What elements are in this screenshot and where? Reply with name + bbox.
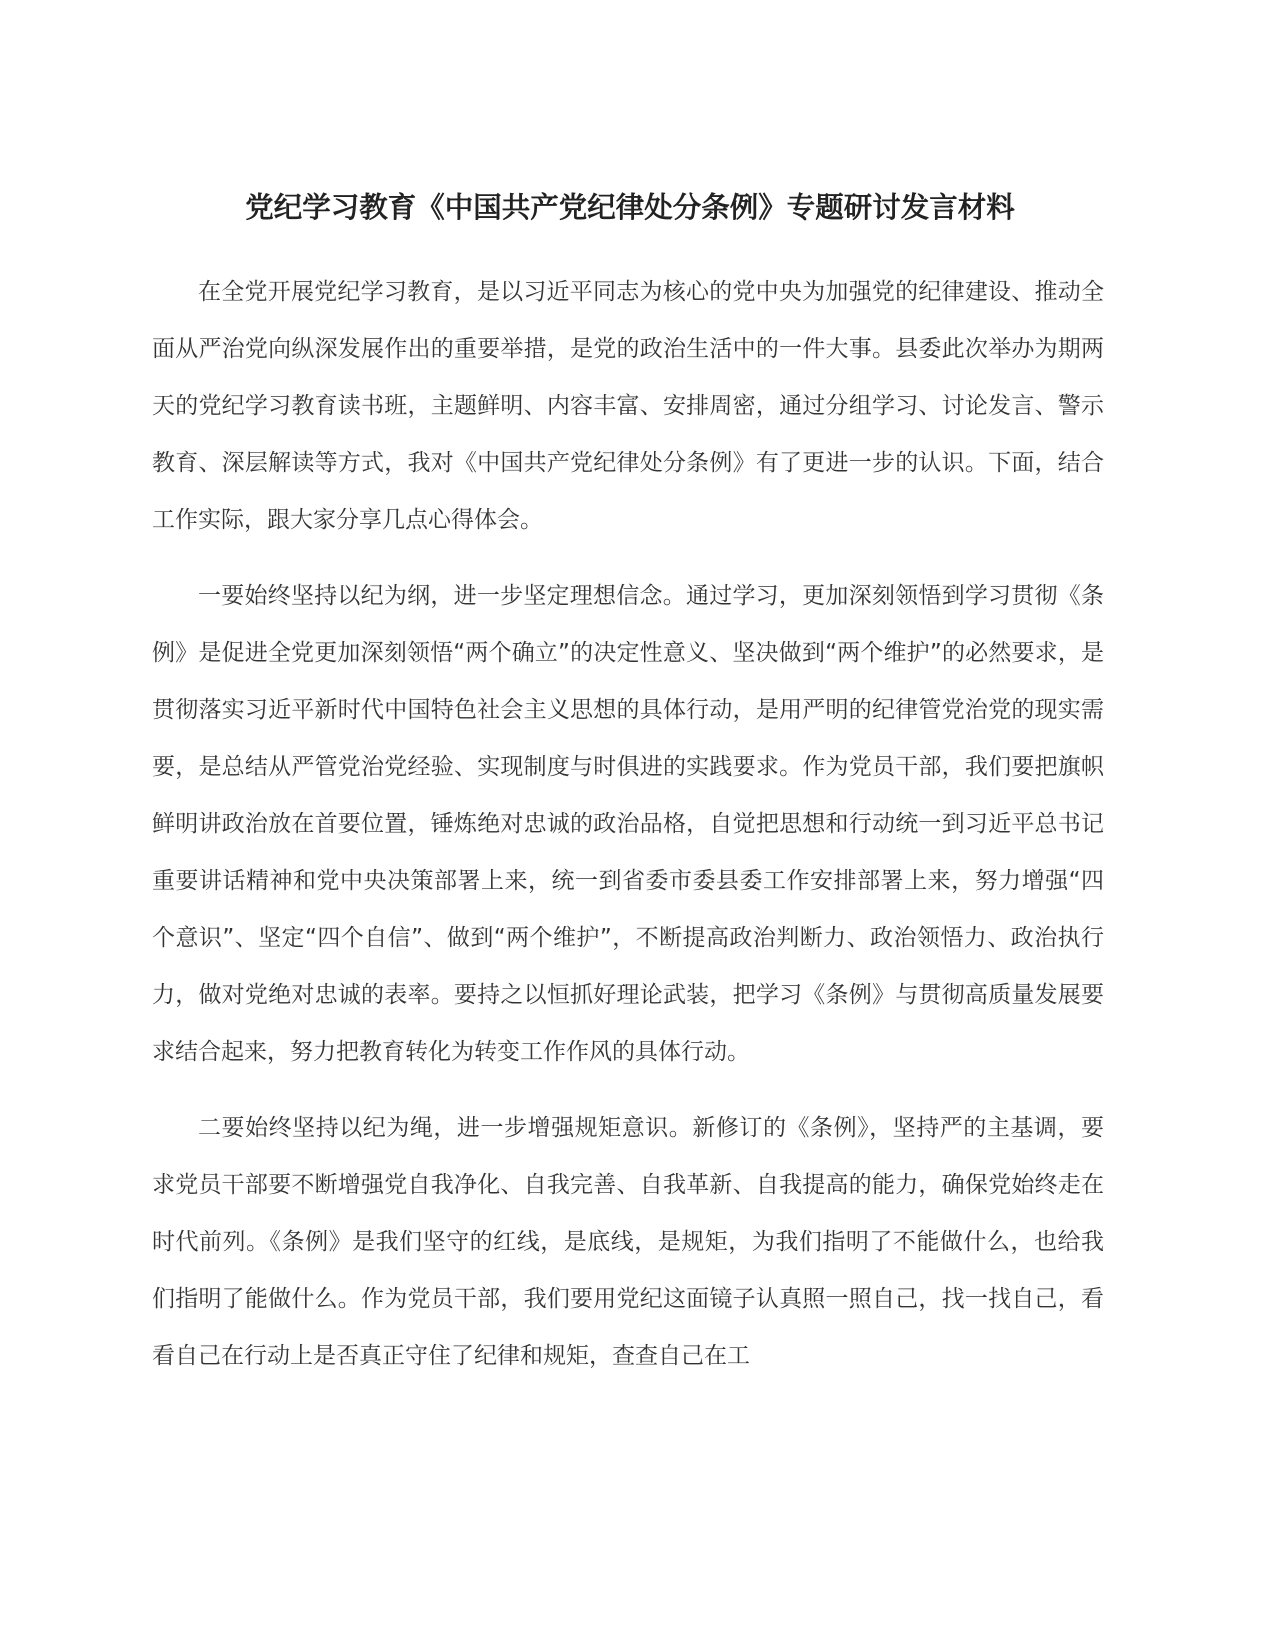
paragraph-introduction: 在全党开展党纪学习教育，是以习近平同志为核心的党中央为加强党的纪律建设、推动全面从严治党向纵深发展作出的重要举措，是党的政治生活中的一件大事。县委此次举办为期两天的党纪学习教育读书班，主题鲜明、内容丰富、安排周密，通过分组学习、讨论发言、警示教育、深层解读等方式，我对《中国共产党纪律处分条例》有了更进一步的认识。下面，结合工作实际，跟大家分享几点心得体会。 xyxy=(152,279,1104,533)
document-body xyxy=(152,264,1104,1385)
paragraph-point-one: 一要始终坚持以纪为纲，进一步坚定理想信念。通过学习，更加深刻领悟到学习贯彻《条例》是促进全党更加深刻领悟“两个确立”的决定性意义、坚决做到“两个维护”的必然要求，是贯彻落实习近平新时代中国特色社会主义思想的具体行动，是用严明的纪律管党治党的现实需要，是总结从严管党治党经验、实现制度与时俱进的实践要求。作为党员干部，我们要把旗帜鲜明讲政治放在首要位置，锤炼绝对忠诚的政治品格，自觉把思想和行动统一到习近平总书记重要讲话精神和党中央决策部署上来，统一到省委市委县委工作安排部署上来，努力增强“四个意识”、坚定“四个自信”、做到“两个维护”，不断提高政治判断力、政治领悟力、政治执行力，做对党绝对忠诚的表率。要持之以恒抓好理论武装，把学习《条例》与贯彻高质量发展要求结合起来，努力把教育转化为转变工作作风的具体行动。 xyxy=(152,583,1104,1065)
document-title: 党纪学习教育《中国共产党纪律处分条例》专题研讨发言材料 xyxy=(245,191,1015,224)
paragraph-point-two: 二要始终坚持以纪为绳，进一步增强规矩意识。新修订的《条例》，坚持严的主基调，要求党员干部要不断增强党自我净化、自我完善、自我革新、自我提高的能力，确保党始终走在时代前列。《条例》是我们坚守的红线，是底线，是规矩，为我们指明了不能做什么，也给我们指明了能做什么。作为党员干部，我们要用党纪这面镜子认真照一照自己，找一找自己，看看自己在行动上是否真正守住了纪律和规矩，查查自己在工 xyxy=(152,1115,1104,1369)
